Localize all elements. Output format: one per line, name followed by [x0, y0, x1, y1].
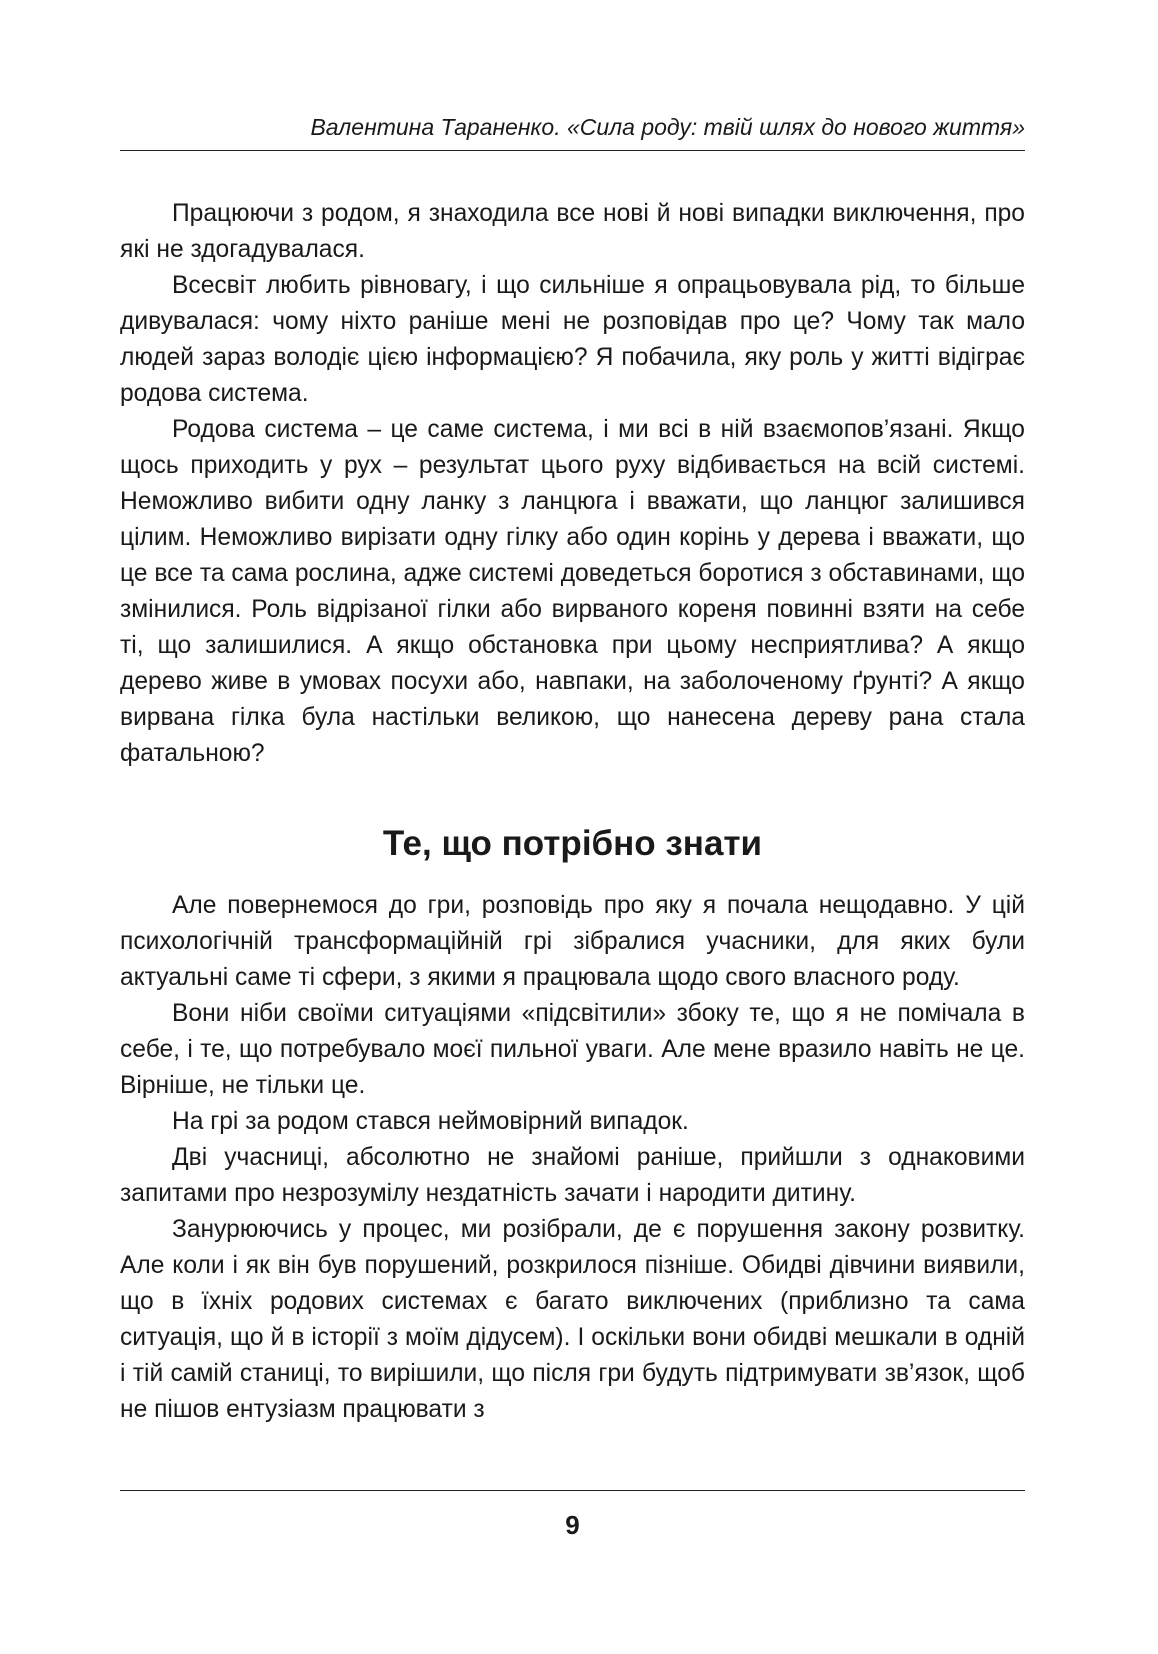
paragraph: Всесвіт любить рівновагу, і що сильніше я опрацьовувала рід, то більше дивувалася: чому ніхто раніше мені не розповідав про це? Чому так мало людей зараз володіє цією інформацією? Я побачила, яку роль у житті відіграє родова система.	[120, 272, 1025, 407]
page-number: 9	[565, 1510, 580, 1540]
body-text-section-2	[120, 888, 1025, 1428]
paragraph: Вони ніби своїми ситуаціями «підсвітили» збоку те, що я не помічала в себе, і те, що потребувало моєї пильної уваги. Але мене вразило навіть не це. Вірніше, не тільки це.	[120, 1000, 1025, 1099]
footer-rule	[120, 1490, 1025, 1491]
paragraph: Працюючи з родом, я знаходила все нові й нові випадки виключення, про які не здогадувалася.	[120, 200, 1025, 263]
paragraph: Але повернемося до гри, розповідь про яку я почала нещодавно. У цій психологічній трансформаційній грі зібралися учасники, для яких були актуальні саме ті сфери, з якими я працювала щодо свого власного роду.	[120, 892, 1025, 991]
paragraph: На грі за родом стався неймовірний випадок.	[172, 1108, 689, 1135]
section-heading: Те, що потрібно знати	[382, 824, 763, 863]
paragraph: Родова система – це саме система, і ми всі в ній взаємопов’язані. Якщо щось приходить у рух – результат цього руху відбивається на всій системі. Неможливо вибити одну ланку з ланцюга і вважати, що ланцюг залишився цілим. Неможливо вирізати одну гілку або один корінь у дерева і вважати, що це все та сама рослина, адже системі доведеться боротися з обставинами, що змінилися. Роль відрізаної гілки або вирваного кореня повинні взяти на себе ті, що залишилися. А якщо обстановка при цьому несприятлива? А якщо дерево живе в умовах посухи або, навпаки, на заболоченому ґрунті? А якщо вирвана гілка була настільки великою, що нанесена дереву рана стала фатальною?	[120, 416, 1025, 767]
running-header: Валентина Тараненко. «Сила роду: твій шлях до нового життя»	[310, 114, 1025, 140]
paragraph: Дві учасниці, абсолютно не знайомі раніше, прийшли з однаковими запитами про незрозумілу нездатність зачати і народити дитину.	[120, 1144, 1025, 1207]
body-text-section-1	[120, 196, 1025, 772]
paragraph: Занурюючись у процес, ми розібрали, де є порушення закону розвитку. Але коли і як він був порушений, розкрилося пізніше. Обидві дівчини виявили, що в їхніх родових системах є багато виключених (приблизно та сама ситуація, що й в історії з моїм дідусем). І оскільки вони обидві мешкали в одній і тій самій станиці, то вирішили, що після гри будуть підтримувати зв’язок, щоб не пішов ентузіазм працювати з	[120, 1216, 1025, 1423]
header-rule	[120, 150, 1025, 151]
